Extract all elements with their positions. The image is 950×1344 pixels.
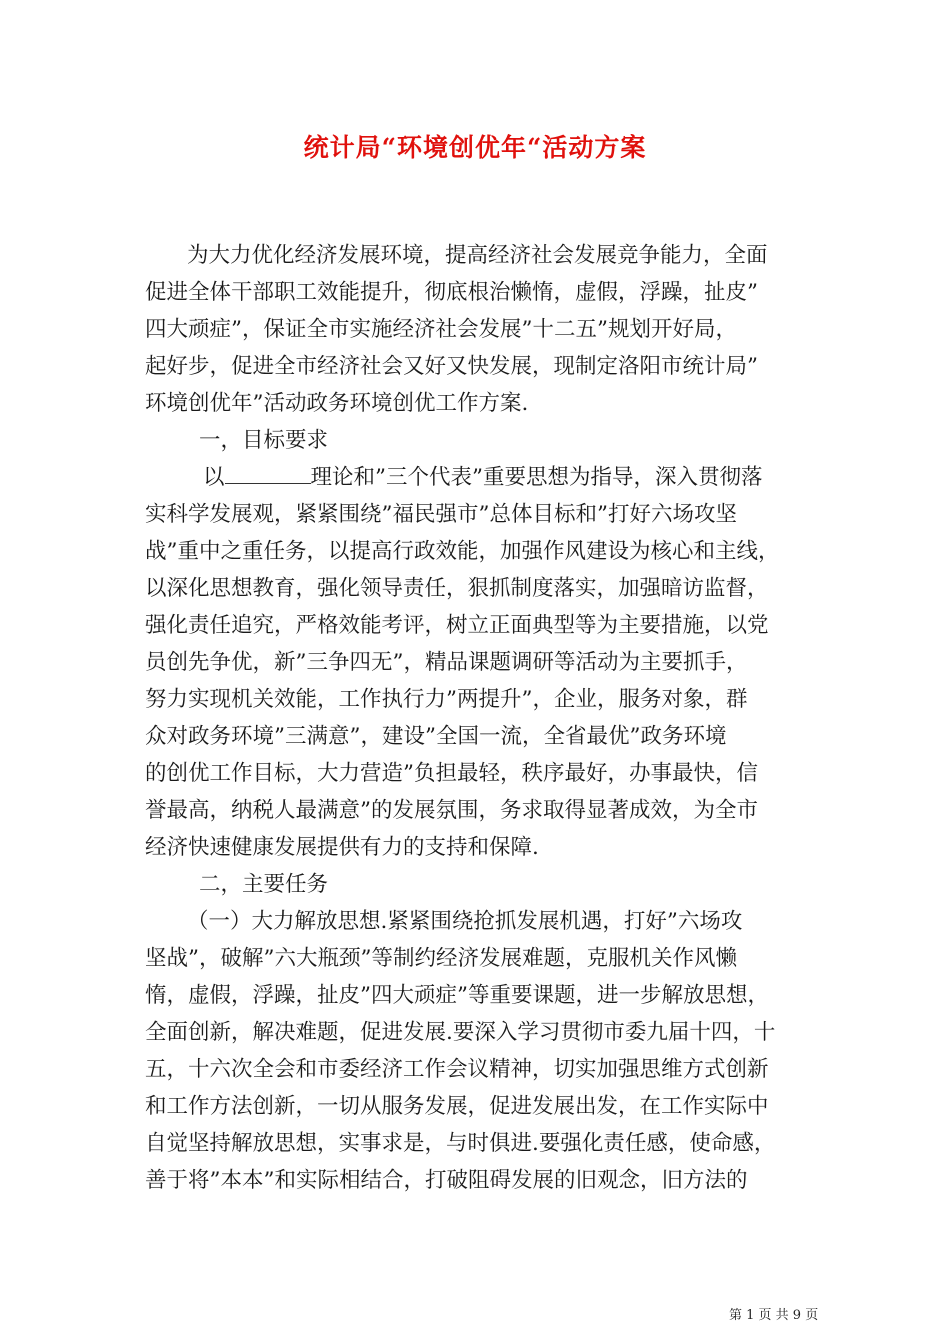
- page-footer: 第 1 页 共 9 页: [729, 1308, 819, 1323]
- paragraph-line: 环境创优年”活动政务环境创优工作方案.: [145, 391, 529, 416]
- paragraph-line: 四大顽症”，保证全市实施经济社会发展”十二五”规划开好局，: [145, 317, 737, 342]
- paragraph-line: 促进全体干部职工效能提升，彻底根治懒惰，虚假，浮躁，扯皮”: [145, 280, 758, 305]
- paragraph-line: 起好步，促进全市经济社会又好又快发展，现制定洛阳市统计局”: [145, 354, 758, 379]
- paragraph-line: 誉最高，纳税人最满意”的发展氛围，务求取得显著成效，为全市: [145, 798, 758, 823]
- paragraph-line: 战”重中之重任务，以提高行政效能，加强作风建设为核心和主线，: [145, 539, 780, 564]
- paragraph-line: 实科学发展观，紧紧围绕”福民强市”总体目标和”打好六场攻坚: [145, 502, 737, 527]
- paragraph-line: 惰，虚假，浮躁，扯皮”四大顽症”等重要课题，进一步解放思想，: [145, 983, 769, 1008]
- paragraph-line: 强化责任追究，严格效能考评，树立正面典型等为主要措施，以党: [145, 613, 769, 638]
- line-prefix: 以: [203, 465, 225, 490]
- paragraph-line: 善于将”本本”和实际相结合，打破阻碍发展的旧观念，旧方法的: [145, 1168, 748, 1193]
- paragraph-line: 员创先争优，新”三争四无”，精品课题调研等活动为主要抓手，: [145, 650, 748, 675]
- paragraph-line: 经济快速健康发展提供有力的支持和保障.: [145, 835, 539, 860]
- paragraph-line: 努力实现机关效能，工作执行力”两提升”，企业，服务对象，群: [145, 687, 748, 712]
- blank-underline: [225, 465, 311, 484]
- paragraph-line: 众对政务环境”三满意”，建设”全国一流，全省最优”政务环境: [145, 724, 727, 749]
- line-suffix: 理论和”三个代表”重要思想为指导，深入贯彻落: [310, 465, 763, 490]
- paragraph-line: 坚战”，破解”六大瓶颈”等制约经济发展难题，克服机关作风懒: [145, 946, 737, 971]
- paragraph-line: 自觉坚持解放思想，实事求是，与时俱进.要强化责任感，使命感，: [145, 1131, 776, 1156]
- paragraph-line: 以深化思想教育，强化领导责任，狠抓制度落实，加强暗访监督，: [145, 576, 769, 601]
- section-heading: 二，主要任务: [199, 872, 329, 897]
- paragraph-line: 为大力优化经济发展环境，提高经济社会发展竞争能力，全面: [187, 243, 768, 268]
- paragraph-line: 全面创新，解决难题，促进发展.要深入学习贯彻市委九届十四，十: [145, 1020, 776, 1045]
- section-heading: 一，目标要求: [199, 428, 329, 453]
- paragraph-line: 的创优工作目标，大力营造”负担最轻，秩序最好，办事最快，信: [145, 761, 758, 786]
- document-title: 统计局“环境创优年“活动方案: [303, 133, 647, 162]
- paragraph-line: 和工作方法创新，一切从服务发展，促进发展出发，在工作实际中: [145, 1094, 769, 1119]
- paragraph-line: [203, 463, 763, 493]
- paragraph-line: 五，十六次全会和市委经济工作会议精神，切实加强思维方式创新: [145, 1057, 769, 1082]
- paragraph-line: （一）大力解放思想.紧紧围绕抢抓发展机遇，打好”六场攻: [187, 909, 743, 934]
